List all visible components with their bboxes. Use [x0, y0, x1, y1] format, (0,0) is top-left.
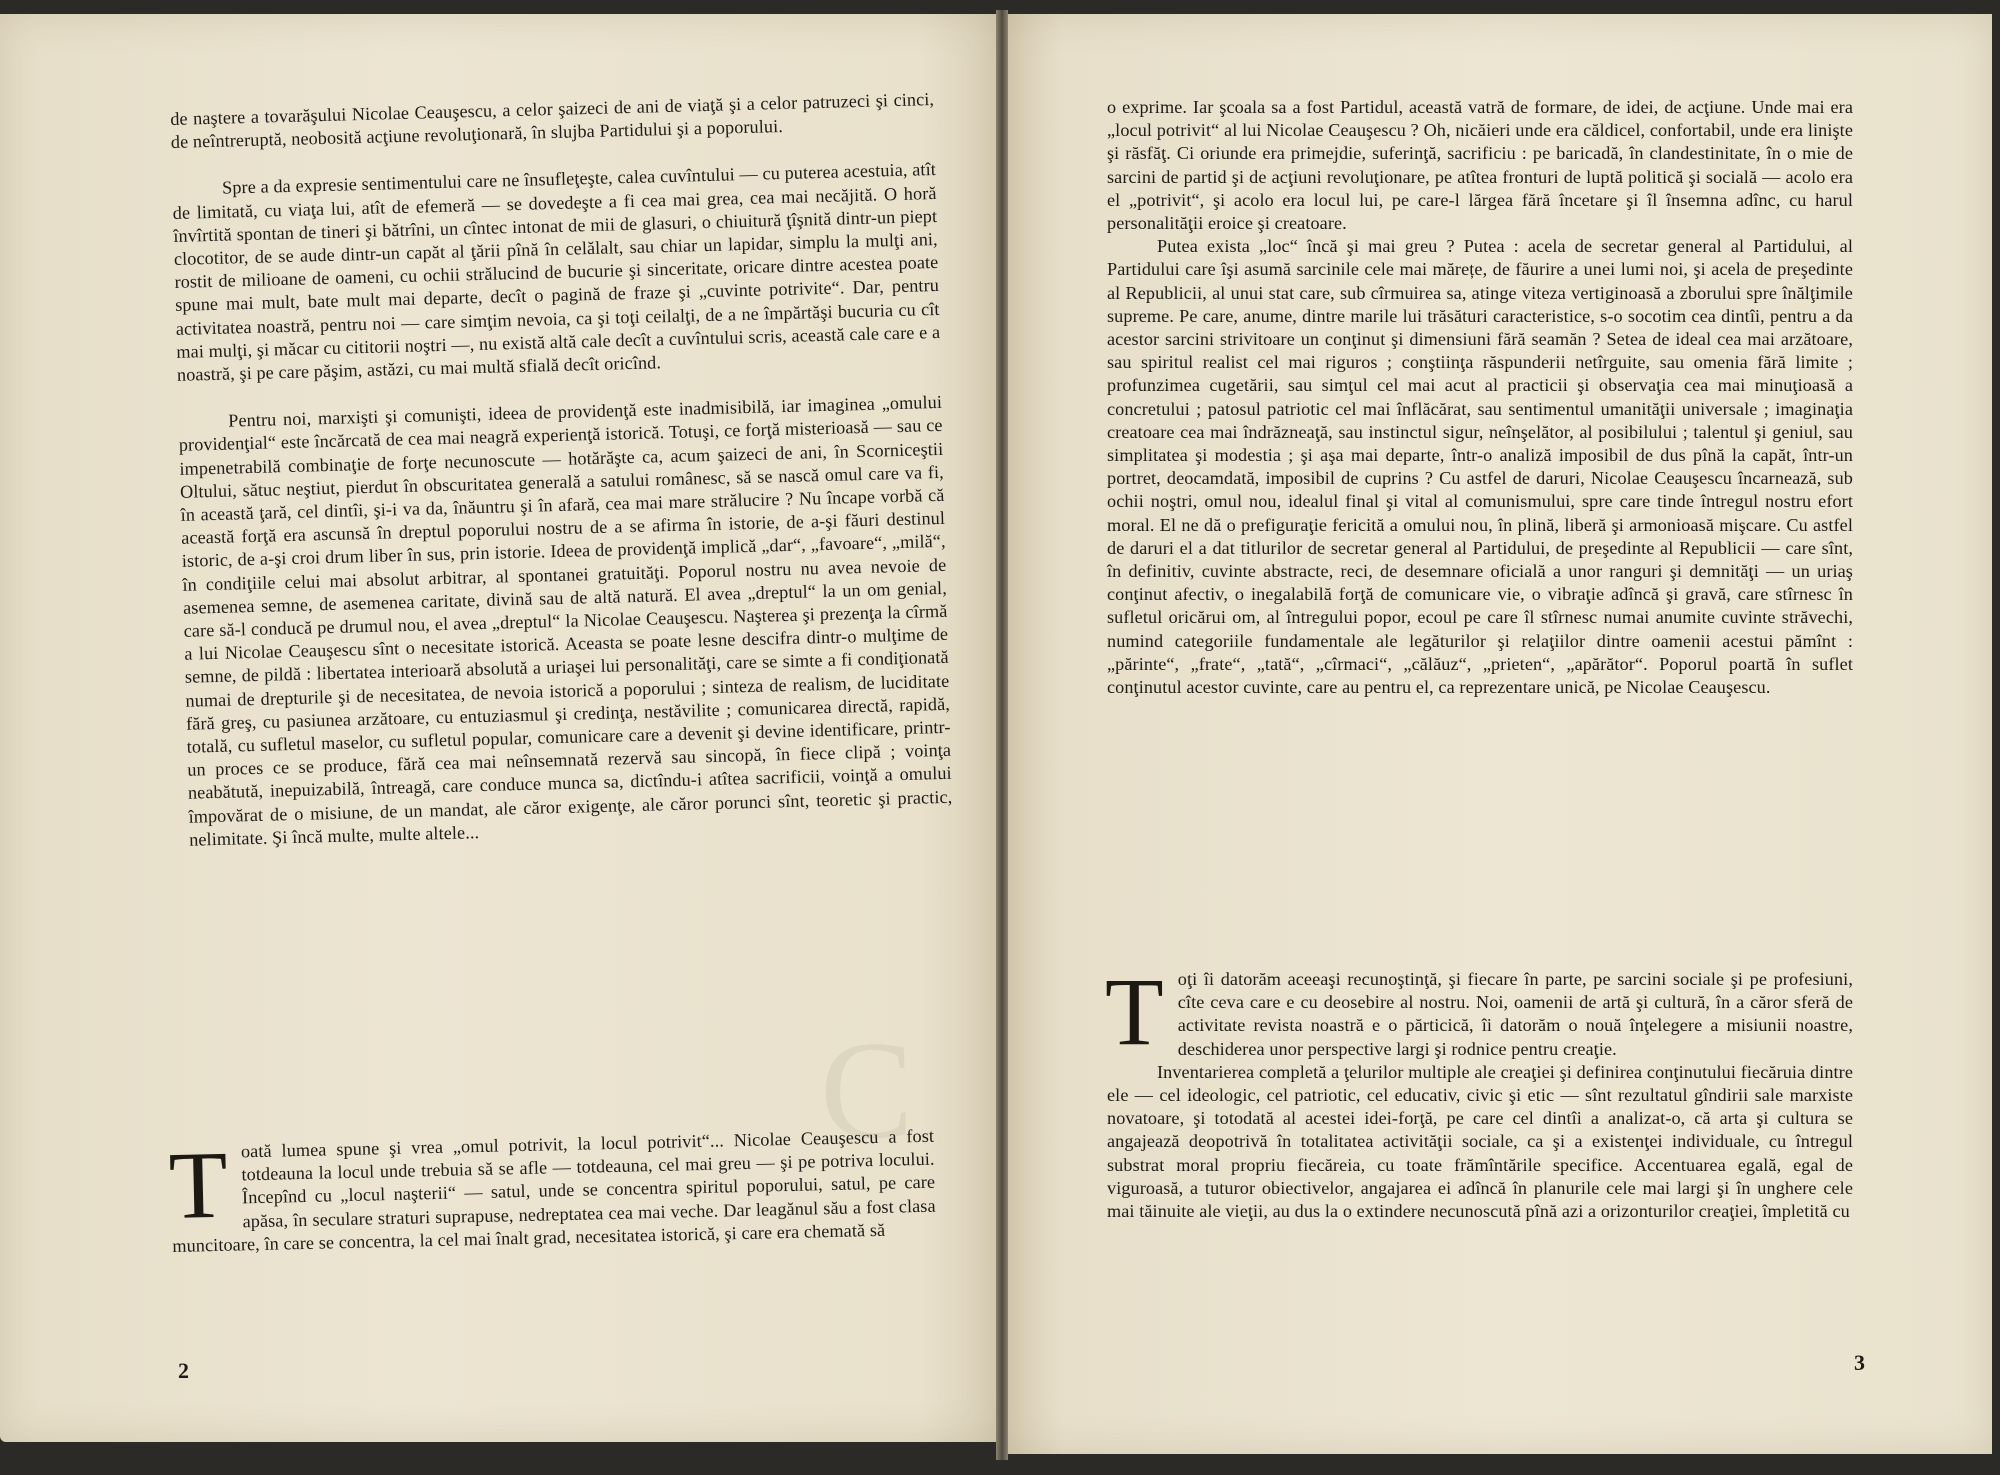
left-paragraph-3: Pentru noi, marxişti şi comunişti, ideea de providenţă este inadmisibilă, iar imaginea „omului providenţial“ este încărcată de cea mai neagră experienţă istorică. Totuşi, ce forţă misterioasă — sau ce impenetrabilă combinaţie de forţe necunoscute — hotărăşte ca, acum şaizeci de ani, în Scorniceştii Oltului, sătuc neştiut, pierdut în obscuritatea generală a satului românesc, să se nască omul care va fi, în această ţară, cel dintîi, şi-i va da, înăuntru şi în afară, cea mai mare strălucire ? Nu încape vorbă că această forţă era ascunsă în dreptul poporului nostru de a se afirma în istorie, de a-şi făuri destinul istoric, de a-şi croi drum liber în sus, prin istorie. Ideea de providenţă implică „dar“, „favoare“, „milă“, în condiţiile celui mai absolut arbitrar, al spontanei gratuităţi. Poporul nostru nu avea nevoie de asemenea semne, de asemenea caritate, divină sau de altă natură. El avea „dreptul“ la un om genial, care să-l conducă pe drumul nou, el avea „dreptul“ la Nicolae Ceauşescu. Naşterea şi prezenţa la cîrmă a lui Nicolae Ceauşescu sînt o necesitate istorică. Aceasta se poate lesne descifra dintr-o mulţime de semne, de pildă : libertatea interioară absolută a uriaşei lui personalităţi, care se simte a fi condiţionată numai de drepturile şi de necesitatea, de nevoia istorică a poporului ; sinteza de realism, de luciditate fără greş, cu pasiunea arzătoare, cu entuziasmul şi credinţa, nestăvilite ; comunicarea directă, rapidă, totală, cu sufletul maselor, cu sufletul popular, comunicare care a devenit şi devine identificare, printr-un proces ce se produce, fără cea mai neînsemnată rezervă sau sincopă, în fiece clipă ; voinţa neabătută, inepuizabilă, întreagă, care conduce munca sa, dictîndu-i atîtea sacrificii, voinţă a omului împovărat de o misiune, de un mandat, ale căror exigenţe, ale căror porunci sînt, teoretic şi practic, nelimitate. Şi încă multe, multe altele...	[178, 392, 953, 850]
right-page-text	[1107, 96, 1853, 699]
right-dropcap-paragraph	[1105, 958, 1853, 1065]
show-through-letter: C	[820, 1013, 914, 1168]
left-page-text	[170, 88, 953, 852]
book-gutter	[996, 10, 1008, 1460]
left-page-number: 2	[178, 1358, 189, 1383]
left-dropcap-text: oată lumea spune şi vrea „omul potrivit, la locul potrivit“... Nicolae Ceauşescu a fost totdeauna la locul unde trebuia să se afle — totdeauna, cel mai greu — şi pe potriva locului. Începînd cu „locul naşterii“ — satul, unde se concentra spiritul poporului, satul, pe care apăsa, în seculare straturi suprapuse, nedreptatea cea mai veche. Dar leagănul său a fost clasa muncitoare, în care se concentra, la cel mai înalt grad, necesitatea istorică, şi care era chemată să	[172, 1125, 936, 1256]
right-final-paragraph: Inventarierea completă a ţelurilor multiple ale creaţiei şi definirea conţinutului fiecăruia dintre ele — cel ideologic, cel patriotic, cel educativ, civic şi etic — sînt rezultatul gîndirii sale marxiste novatoare, şi totodată al acestei idei-forţă, pe care cel dintîi a analizat-o, că arta şi cultura se angajează deopotrivă în totalitatea activităţii sociale, ca şi a existenţei individuale, cu întregul substrat moral propriu fiecăreia, cu toate frămîntările specifice. Accentuarea egală, egal de viguroasă, a tuturor obiectivelor, angajarea ei adîncă în planurile cele mai largi şi în unghere cele mai tăinuite ale vieţii, au dus la o extindere necunoscută pînă azi a orizonturilor creaţiei, împletită cu	[1107, 1061, 1853, 1222]
left-paragraph-2: Spre a da expresie sentimentului care ne însufleţeşte, calea cuvîntului — cu puterea acestuia, atît de limitată, cu viaţa lui, atît de efemeră — se dovedeşte a fi cea mai grea, cea mai necăjită. O horă învîrtită spontan de tineri şi bătrîni, un cîntec intonat de mii de glasuri, o chiuitură ţîşnită dintr-un piept clocotitor, de se aude dintr-un capăt al ţării pînă în celălalt, sau chiar un lapidar, simplu la mulţi ani, rostit de milioane de oameni, cu ochii strălucind de bucurie şi sinceritate, oricare dintre acestea poate spune mai mult, bate mult mai departe, decît o pagină de fraze şi „cuvinte potrivite“. Dar, pentru activitatea noastră, pentru noi — care simţim nevoia, ca şi toţi ceilalţi, de a ne împărtăşi bucuria cu cît mai mulţi, şi măcar cu cititorii noştri —, nu există altă cale decît a cuvîntului scris, această cale care e a noastră, şi pe care păşim, astăzi, cu mai multă sfială decît oricînd.	[172, 159, 941, 385]
right-page-number: 3	[1854, 1350, 1865, 1375]
right-dropcap-letter: T	[1105, 958, 1164, 1065]
left-dropcap-letter: T	[167, 1130, 229, 1240]
right-dropcap-section	[1105, 958, 1853, 1223]
left-dropcap-section	[167, 1125, 936, 1258]
left-paragraph-1: de naştere a tovarăşului Nicolae Ceauşescu, a celor şaizeci de ani de viaţă şi a celor patruzeci şi cinci, de neîntreruptă, neobosită acţiune revoluţionară, în slujba Partidului şi a poporului.	[170, 89, 935, 153]
right-dropcap-text: oţi îi datorăm aceeaşi recunoştinţă, şi fiecare în parte, pe sarcini sociale şi pe profesiuni, cîte ceva care e cu deosebire al nostru. Noi, oamenii de artă şi cultură, în a căror sferă de activitate revista noastră e o părticică, îi datorăm o nouă înţelegere a misiunii noastre, deschiderea unor perspective largi şi rodnice pentru creaţie.	[1177, 969, 1853, 1059]
right-paragraph-1: o exprime. Iar şcoala sa a fost Partidul, această vatră de formare, de idei, de acţiune. Unde mai era „locul potrivit“ al lui Nicolae Ceauşescu ? Oh, nicăieri unde era căldicel, confortabil, unde era linişte şi răsfăţ. Ci oriunde era primejdie, suferinţă, sacrificiu : pe baricadă, în clandestinitate, în o mie de sarcini de partid şi de acţiuni revoluţionare, pe atîtea fronturi de luptă politică şi socială — acolo era el „potrivit“, şi acolo era locul lui, pe care-l lărgea fără încetare şi îl însemna adînc, cu harul personalităţii eroice şi creatoare.	[1107, 97, 1853, 234]
left-dropcap-paragraph	[167, 1125, 936, 1258]
right-paragraph-2: Putea exista „loc“ încă şi mai greu ? Putea : acela de secretar general al Partidului, al Partidului care îşi asumă sarcinile cele mai mărețe, de făurire a unei lumi noi, şi acela de preşedinte al Republicii, al unui stat care, sub cîrmuirea sa, atinge viteza vertiginoasă a zborului spre înălţimile supreme. Pe care, anume, dintre marile lui trăsături caracteristice, s-o socotim cea dintîi, pentru a da acestor sarcini strivitoare un conţinut şi dimensiuni fără seamăn ? Setea de ideal cea mai arzătoare, sau spiritul realist cel mai riguros ; conştiinţa răspunderii netîrguite, sau omenia fără limite ; profunzimea cugetării, sau simţul cel mai acut al practicii şi observaţia cea mai minuţioasă a concretului ; patosul patriotic cel mai înflăcărat, sau sentimentul umanităţii universale ; imaginaţia creatoare cea mai îndrăzneaţă, sau instinctul sigur, neînşelător, al posibilului ; talentul şi geniul, sau simplitatea şi modestia ; şi aşa mai departe, într-o analiză imposibil de dus pînă la capăt, într-un portret, deocamdată, imposibil de cuprins ? Cu astfel de daruri, Nicolae Ceauşescu încarnează, sub ochii noştri, omul nou, idealul final şi vital al comunismului, spre care tinde întregul nostru efort moral. El ne dă o prefiguraţie fericită a omului nou, în plină, liberă şi armonioasă mişcare. Cu astfel de daruri el a dat titlurilor de secretar general al Partidului, de preşedinte al Republicii — care sînt, în definitiv, cuvinte abstracte, reci, de desemnare oficială a unor ranguri şi demnităţi — un uriaş conţinut afectiv, o inegalabilă forţă de comunicare vie, o vibraţie adîncă şi gravă, care stîrnesc în sufletul oricărui om, al întregului popor, ecoul pe care îl stîrnesc numai anumite cuvinte străvechi, numind categoriile fundamentale ale legăturilor şi relaţiilor dintre oamenii acestui pămînt : „părinte“, „frate“, „tată“, „cîrmaci“, „călăuz“, „prieten“, „apărător“. Poporul poartă în suflet conţinutul acestor cuvinte, care au pentru el, ca reprezentare unică, pe Nicolae Ceauşescu.	[1107, 236, 1853, 698]
